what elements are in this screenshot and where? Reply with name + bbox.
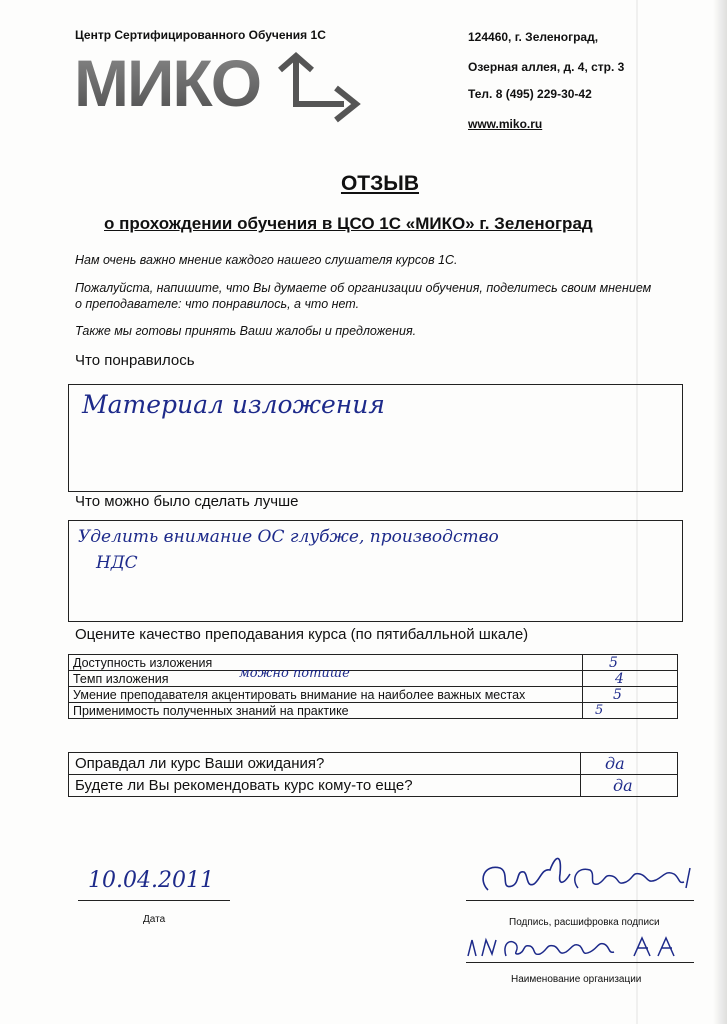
rating-criterion-cell xyxy=(69,666,583,687)
intro-paragraph-1: Нам очень важно мнение каждого нашего слушателя курсов 1С. xyxy=(75,253,458,267)
rating-note-handwriting: можно потише xyxy=(239,666,350,681)
rating-row xyxy=(69,655,678,671)
website-link[interactable]: www.miko.ru xyxy=(468,117,543,131)
rating-score: 5 xyxy=(595,703,604,718)
question-answer-cell[interactable] xyxy=(581,753,678,775)
signature-caption: Подпись, расшифровка подписи xyxy=(509,917,660,928)
rating-criterion: Применимость полученных знаний на практике xyxy=(69,703,583,719)
question-answer: да xyxy=(613,776,633,795)
organization-caption: Наименование организации xyxy=(511,974,642,985)
rating-score: 5 xyxy=(609,654,618,671)
rating-score-cell[interactable] xyxy=(583,687,678,703)
address-line-2: Озерная аллея, д. 4, стр. 3 xyxy=(468,60,625,74)
rating-row xyxy=(69,703,678,719)
organization-line xyxy=(466,962,694,963)
date-line xyxy=(78,900,230,901)
signature-line xyxy=(466,900,694,901)
center-name: Центр Сертифицированного Обучения 1С xyxy=(75,28,326,42)
intro-paragraph-2: Пожалуйста, напишите, что Вы думаете об организации обучения, поделитесь своим мнением о преподавателе: что понравилось, а что нет. xyxy=(75,281,652,311)
rating-score-cell[interactable] xyxy=(583,655,678,671)
rating-label: Оцените качество преподавания курса (по пятибалльной шкале) xyxy=(75,626,529,643)
address-line-1: 124460, г. Зеленоград, xyxy=(468,30,599,44)
rating-score: 4 xyxy=(615,670,624,687)
rating-score-cell[interactable] xyxy=(583,703,678,719)
logo-wordmark: МИКО xyxy=(74,48,261,120)
form-title: ОТЗЫВ xyxy=(340,172,420,195)
form-subtitle: о прохождении обучения в ЦСО 1С «МИКО» г. Зеленоград xyxy=(104,214,593,233)
question-answer-cell[interactable] xyxy=(581,775,678,797)
rating-score: 5 xyxy=(613,686,622,703)
rating-criterion: Умение преподавателя акцентировать внимание на наиболее важных местах xyxy=(69,687,583,703)
question-text: Будете ли Вы рекомендовать курс кому-то еще? xyxy=(69,775,581,797)
question-text: Оправдал ли курс Ваши ожидания? xyxy=(69,753,581,775)
phone: Тел. 8 (495) 229-30-42 xyxy=(468,87,592,101)
improve-answer-line-2: НДС xyxy=(96,553,138,573)
rating-row xyxy=(69,687,678,703)
logo-arrow-icon xyxy=(280,56,356,120)
question-answer: да xyxy=(605,754,625,773)
date-caption: Дата xyxy=(143,914,166,925)
organization-scribble xyxy=(462,930,692,962)
liked-answer-handwriting: Материал изложения xyxy=(82,390,385,419)
improve-answer-line-1: Уделить внимание ОС глубже, производство xyxy=(78,527,499,547)
rating-criterion: Темп изложения xyxy=(73,671,169,686)
expectations-table xyxy=(68,752,678,797)
scan-edge-shadow xyxy=(713,0,727,1024)
improve-label: Что можно было сделать лучше xyxy=(75,493,299,510)
rating-criterion: Доступность изложения xyxy=(69,655,583,671)
miko-logo xyxy=(74,48,374,128)
date-handwriting: 10.04.2011 xyxy=(88,868,214,893)
question-row xyxy=(69,753,678,775)
intro-paragraph-3: Также мы готовы принять Ваши жалобы и предложения. xyxy=(75,324,417,338)
rating-row xyxy=(69,671,678,687)
rating-table xyxy=(68,654,678,719)
rating-score-cell[interactable] xyxy=(583,671,678,687)
liked-label: Что понравилось xyxy=(75,352,195,369)
question-row xyxy=(69,775,678,797)
signature-scribble xyxy=(470,850,700,902)
